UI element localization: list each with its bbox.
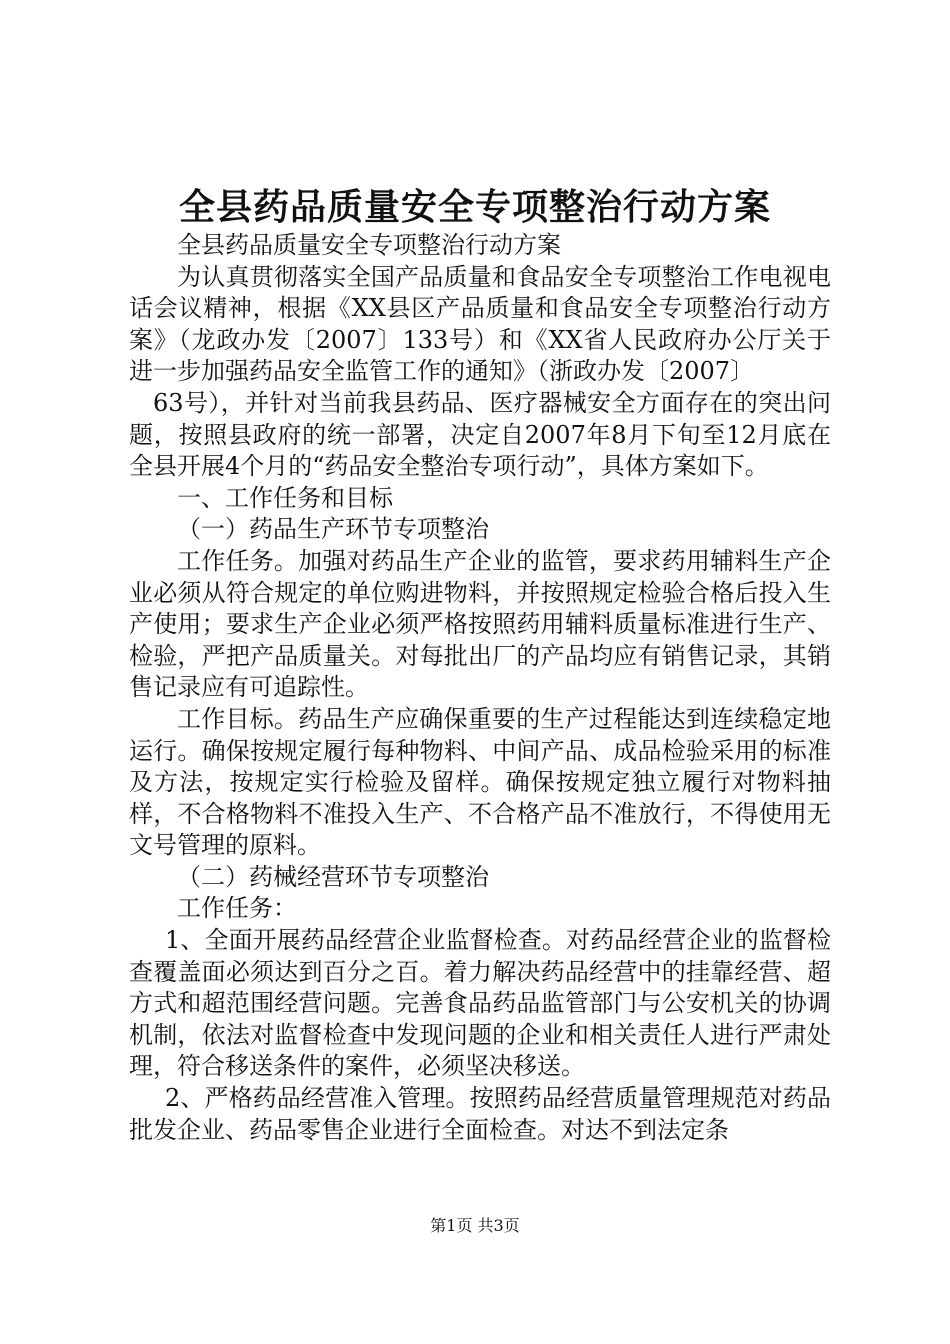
paragraph-intro: 为认真贯彻落实全国产品质量和食品安全专项整治工作电视电话会议精神，根据《XX县区产品质量和食品安全专项整治行动方案》（龙政办发〔2007〕133号）和《XX省人民政府办公厅关于进一步加强药品安全监管工作的通知》（浙政办发〔2007〕	[129, 262, 831, 386]
document-body	[129, 230, 831, 1146]
paragraph-production-goals: 工作目标。药品生产应确保重要的生产过程能达到连续稳定地运行。确保按规定履行每种物料、中间产品、成品检验采用的标准及方法，按规定实行检验及留样。确保按规定独立履行对物料抽样，不合格物料不准投入生产、不合格产品不准放行，不得使用无文号管理的原料。	[129, 704, 831, 860]
paragraph-item-2: 2、严格药品经营准入管理。按照药品经营质量管理规范对药品批发企业、药品零售企业进行全面检查。对达不到法定条	[129, 1084, 831, 1144]
heading-tasks-and-goals: 一、工作任务和目标	[177, 483, 393, 512]
document-title: 全县药品质量安全专项整治行动方案	[178, 186, 771, 228]
paragraph-production-tasks: 工作任务。加强对药品生产企业的监管，要求药用辅料生产企业必须从符合规定的单位购进物料，并按照规定检验合格后投入生产使用；要求生产企业必须严格按照药用辅料质量标准进行生产、检验，严把产品质量关。对每批出厂的产品均应有销售记录，其销售记录应有可追踪性。	[129, 546, 831, 702]
heading-distribution-rectification: （二）药械经营环节专项整治	[177, 862, 489, 891]
heading-production-rectification: （一）药品生产环节专项整治	[177, 515, 489, 544]
page-footer: 第1页 共3页	[430, 1216, 520, 1235]
label-work-tasks: 工作任务：	[177, 894, 297, 923]
paragraph-subtitle: 全县药品质量安全专项整治行动方案	[177, 231, 561, 259]
paragraph-item-1: 1、全面开展药品经营企业监督检查。对药品经营企业的监督检查覆盖面必须达到百分之百。着力解决药品经营中的挂靠经营、超方式和超范围经营问题。完善食品药品监管部门与公安机关的协调机制，依法对监督检查中发现问题的企业和相关责任人进行严肃处理，符合移送条件的案件，必须坚决移送。	[129, 926, 831, 1081]
paragraph-intro-continued: 63号），并针对当前我县药品、医疗器械安全方面存在的突出问题，按照县政府的统一部署，决定自2007年8月下旬至12月底在全县开展4个月的“药品安全整治专项行动”，具体方案如下。	[129, 388, 831, 481]
